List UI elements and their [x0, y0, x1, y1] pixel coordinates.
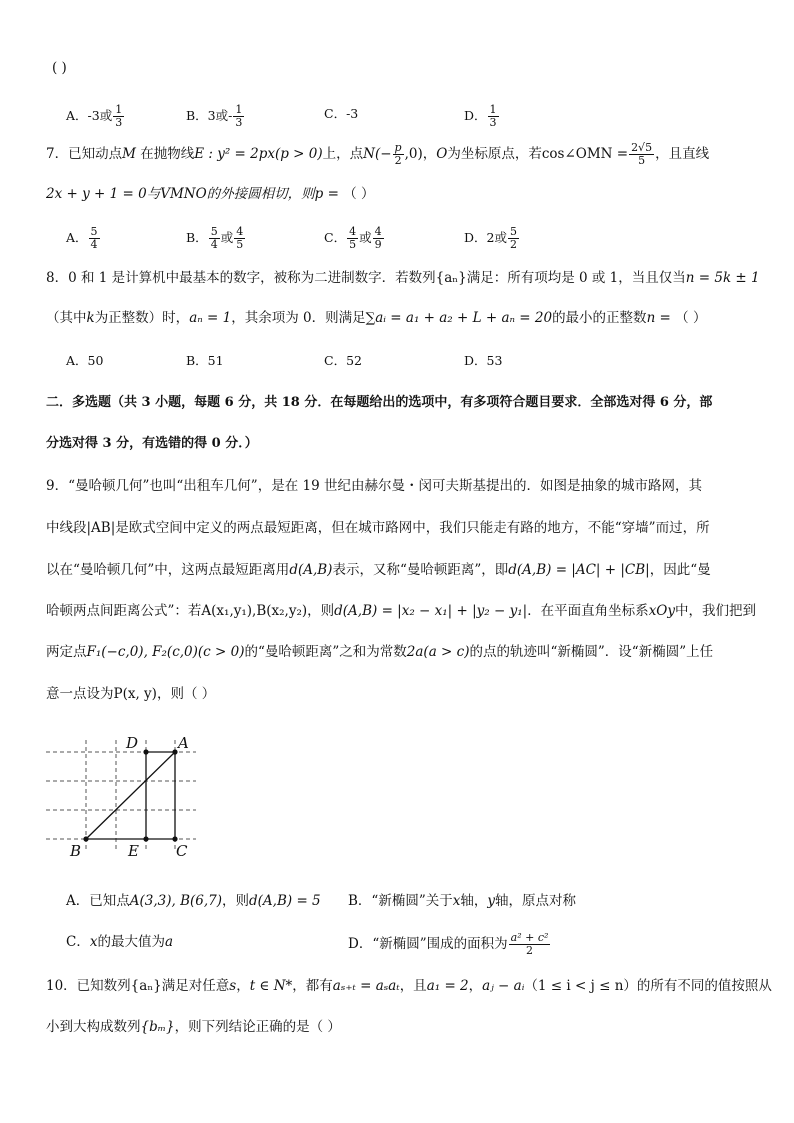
q6-option-d[interactable] [464, 104, 500, 129]
q10-line1: 10．已知数列{aₙ}满足对任意s，t ∈ N*，都有aₛ₊ₜ = aₛaₜ，且a₁ = 2，aⱼ − aᵢ（1 ≤ i < j ≤ n）的所有不同的值按照从 [46, 978, 772, 994]
q6-option-a[interactable] [66, 104, 125, 129]
q9-solid-lines [86, 752, 175, 839]
q6-option-a-frac: $\frac{1}{3}$ [115, 103, 123, 129]
q9-label-c: C [176, 842, 188, 860]
q6-option-b-frac: $\frac{1}{3}$ [235, 103, 243, 129]
q9-label-e: E [128, 842, 139, 860]
q8-option-a[interactable]: A．50 [66, 353, 104, 368]
section2-heading-line1: 二．多选题（共 3 小题，每题 6 分，共 18 分．在每题给出的选项中，有多项符合题目要求．全部选对得 6 分，部 [46, 395, 713, 410]
q7-line2: 2x + y + 1 = 0与VMNO的外接圆相切，则p = （ ） [46, 186, 375, 202]
q10-line2: 小到大构成数列{bₘ}，则下列结论正确的是（ ） [46, 1019, 341, 1035]
q9-line2: 中线段|AB|是欧式空间中定义的两点最短距离，但在城市路网中，我们只能走有路的地方，不能“穿墙”而过，所 [46, 520, 710, 536]
q9-option-c[interactable]: C．x的最大值为a [66, 934, 174, 950]
q6-option-a-text: A．-3或 [66, 108, 113, 123]
q9-option-a[interactable]: A．已知点A(3,3), B(6,7)，则d(A,B) = 5 [66, 893, 321, 909]
q7-option-c[interactable]: C． $\frac{4}{5}$ 或 $\frac{4}{9}$ [324, 225, 382, 251]
q6-option-d-text: D． [464, 108, 487, 123]
q9-line4: 哈顿两点间距离公式”：若A(x₁,y₁),B(x₂,y₂)，则d(A,B) = |x₂ − x₁| + |y₂ − y₁|．在平面直角坐标系xOy中，我们把到 [46, 603, 756, 619]
q7-line1: 7．已知动点M 在抛物线E : y² = 2px(p > 0)上，点N(− $\frac{p}{2}$ ,0)，O为坐标原点，若cos∠OMN = $\frac{2√5}{5}$ ，且直线 [46, 141, 710, 167]
q9-label-a: A [178, 734, 189, 752]
q7-option-d[interactable]: D．2或 $\frac{5}{2}$ [464, 225, 517, 251]
q7-option-b[interactable]: B． $\frac{5}{4}$ 或 $\frac{4}{5}$ [186, 225, 244, 251]
q8-option-b[interactable]: B．51 [186, 353, 224, 368]
q9-line3: 以在“曼哈顿几何”中，这两点最短距离用d(A,B)表示，又称“曼哈顿距离”，即d(A,B) = |AC| + |CB|，因此“曼 [46, 562, 711, 578]
q8-line2: （其中k为正整数）时，aₙ = 1，其余项为 0．则满足∑aᵢ = a₁ + a₂ + L + aₙ = 20的最小的正整数n = （ ） [46, 310, 707, 326]
q6-option-d-frac: $\frac{1}{3}$ [489, 103, 497, 129]
q9-option-d[interactable]: D．“新椭圆”围成的面积为 $\frac{\text{a² + c²}}{2}$ [348, 931, 549, 957]
q9-line6: 意一点设为P(x, y)，则（ ） [46, 686, 216, 702]
q9-option-b[interactable]: B．“新椭圆”关于x轴，y轴，原点对称 [348, 893, 576, 909]
q9-line5: 两定点F₁(−c,0), F₂(c,0)(c > 0)的“曼哈顿距离”之和为常数2a(a > c)的点的轨迹叫“新椭圆”．设“新椭圆”上任 [46, 644, 714, 660]
q6-answer-paren: ( ) [52, 60, 67, 76]
q6-option-b-text: B．3或- [186, 108, 233, 123]
q9-label-b: B [70, 842, 82, 860]
q9-line1: 9．“曼哈顿几何”也叫“出租车几何”，是在 19 世纪由赫尔曼・闵可夫斯基提出的．如图是抽象的城市路网，其 [46, 478, 702, 494]
q9-grid-dashed-lines [46, 740, 196, 850]
q8-option-d[interactable]: D．53 [464, 353, 503, 368]
q9-city-grid-figure [46, 732, 206, 862]
q8-line1: 8．0 和 1 是计算机中最基本的数字，被称为二进制数字．若数列{aₙ}满足：所有项均是 0 或 1，当且仅当n = 5k ± 1 [46, 270, 760, 286]
q7-option-a[interactable]: A． $\frac{5}{4}$ [66, 225, 98, 251]
section2-heading-line2: 分选对得 3 分，有选错的得 0 分．） [46, 436, 258, 451]
q9-label-d: D [126, 734, 139, 752]
q8-option-c[interactable]: C．52 [324, 353, 362, 368]
q6-option-b[interactable] [186, 104, 245, 129]
q6-option-c[interactable]: C．-3 [324, 106, 359, 121]
